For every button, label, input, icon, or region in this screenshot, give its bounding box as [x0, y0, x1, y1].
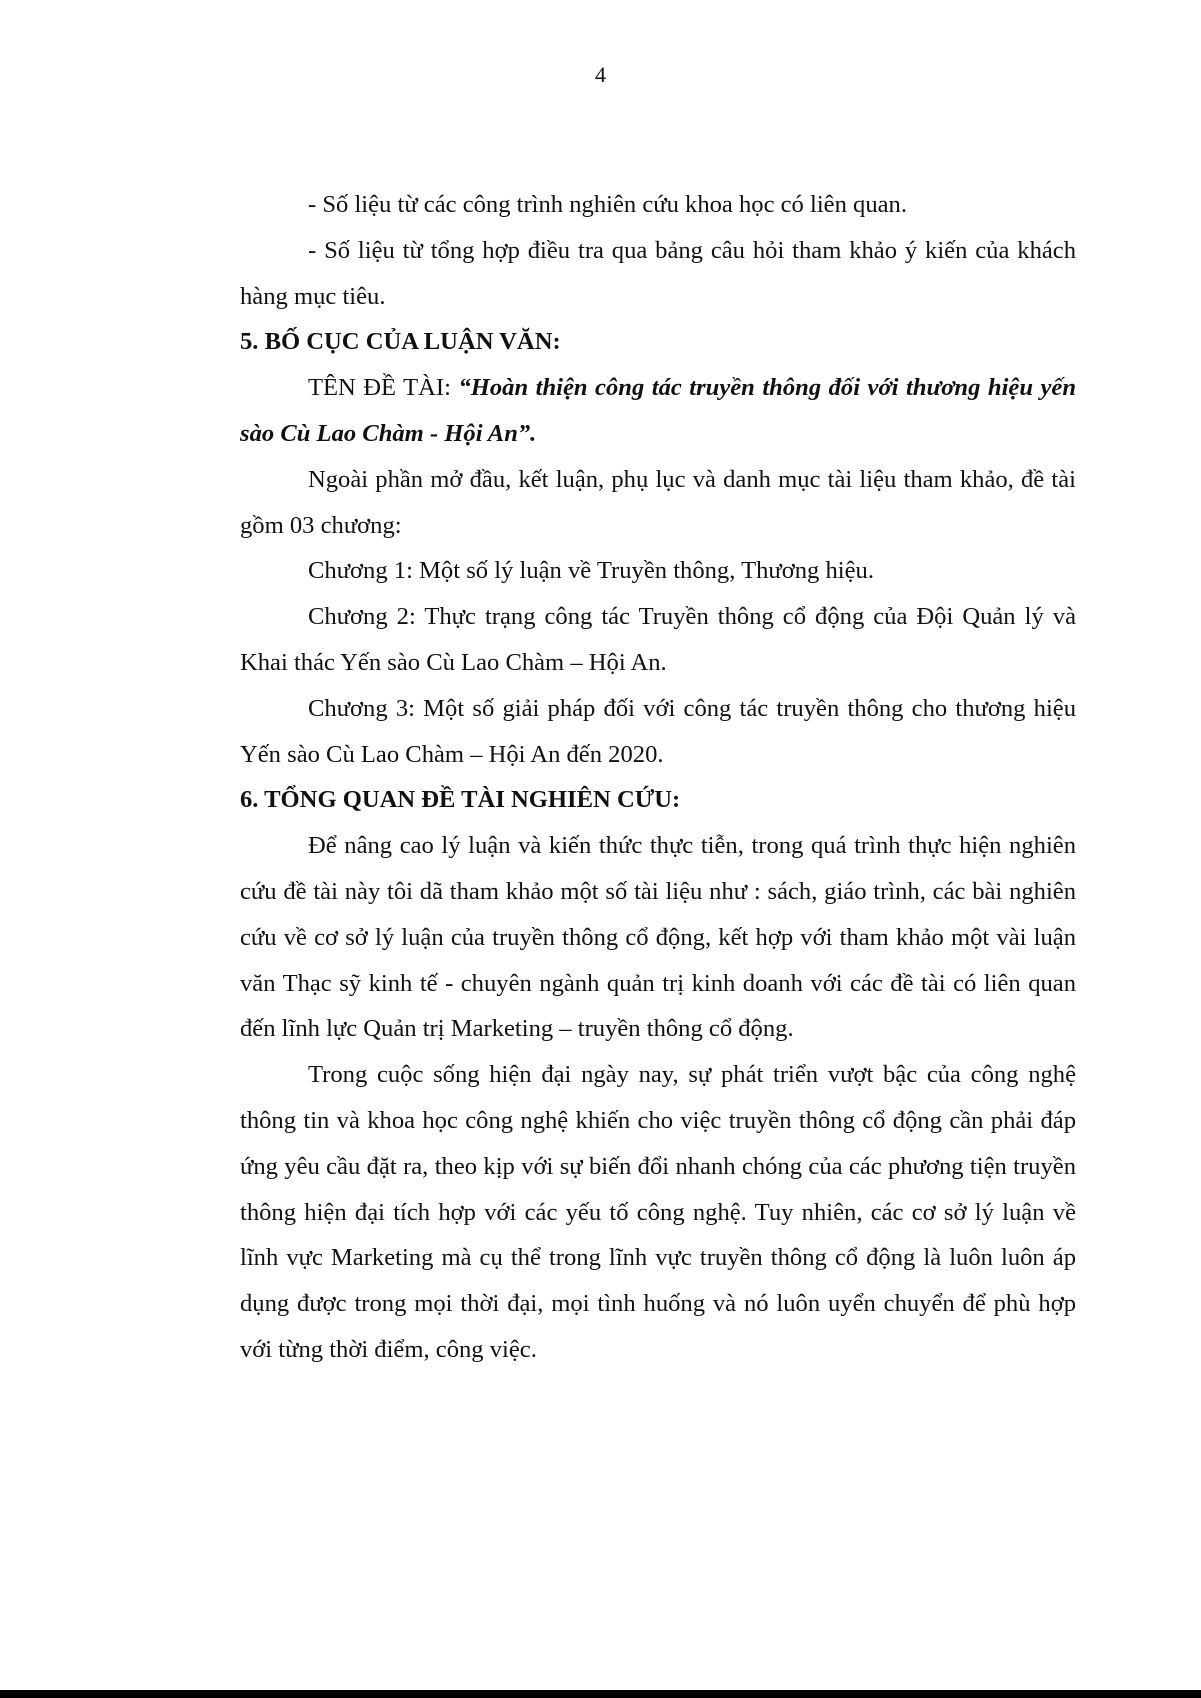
page-bottom-border — [0, 1690, 1201, 1698]
thesis-title-label: TÊN ĐỀ TÀI: — [308, 374, 459, 402]
section-6-heading: 6. TỔNG QUAN ĐỀ TÀI NGHIÊN CỨU: — [240, 786, 681, 814]
section-5-heading: 5. BỐ CỤC CỦA LUẬN VĂN: — [240, 328, 561, 356]
page-number: 4 — [595, 62, 606, 87]
chapter-item: Chương 3: Một số giải pháp đối với công tác truyền thông cho thương hiệu Yến sào Cù Lao Chàm – Hội An đến 2020. — [240, 694, 1076, 768]
bullet-item: - Số liệu từ tổng hợp điều tra qua bảng câu hỏi tham khảo ý kiến của khách hàng mục tiêu. — [240, 236, 1076, 310]
chapters-intro: Ngoài phần mở đầu, kết luận, phụ lục và danh mục tài liệu tham khảo, đề tài gồm 03 chương: — [240, 465, 1076, 539]
chapter-item: Chương 2: Thực trạng công tác Truyền thông cổ động của Đội Quản lý và Khai thác Yến sào Cù Lao Chàm – Hội An. — [240, 603, 1076, 676]
chapter-item: Chương 1: Một số lý luận về Truyền thông, Thương hiệu. — [308, 557, 874, 585]
bullet-item: - Số liệu từ các công trình nghiên cứu khoa học có liên quan. — [308, 191, 907, 218]
overview-paragraph: Để nâng cao lý luận và kiến thức thực tiễn, trong quá trình thực hiện nghiên cứu đề tài này tôi dã tham khảo một số tài liệu như : sách, giáo trình, các bài nghiên cứu về cơ sở lý luận của truyền thông cổ động, kết hợp với tham khảo một vài luận văn Thạc sỹ kinh tế - chuyên ngành quản trị kinh doanh với các đề tài có liên quan đến lĩnh lực Quản trị Marketing – truyền thông cổ động. — [240, 832, 1076, 1043]
thesis-title-paragraph — [240, 365, 1076, 457]
document-body — [240, 182, 1076, 1373]
overview-paragraph: Trong cuộc sống hiện đại ngày nay, sự phát triển vượt bậc của công nghệ thông tin và khoa học công nghệ khiến cho việc truyền thông cổ động cần phải đáp ứng yêu cầu đặt ra, theo kịp với sự biến đổi nhanh chóng của các phương tiện truyền thông hiện đại tích hợp với các yếu tố công nghệ. Tuy nhiên, các cơ sở lý luận về lĩnh vực Marketing mà cụ thể trong lĩnh vực truyền thông cổ động là luôn luôn áp dụng được trong mọi thời đại, mọi tình huống và nó luôn uyển chuyển để phù hợp với từng thời điểm, công việc. — [240, 1061, 1076, 1363]
thesis-title: “Hoàn thiện công tác truyền thông đối với thương hiệu yến sào Cù Lao Chàm - Hội An”. — [240, 374, 1076, 447]
